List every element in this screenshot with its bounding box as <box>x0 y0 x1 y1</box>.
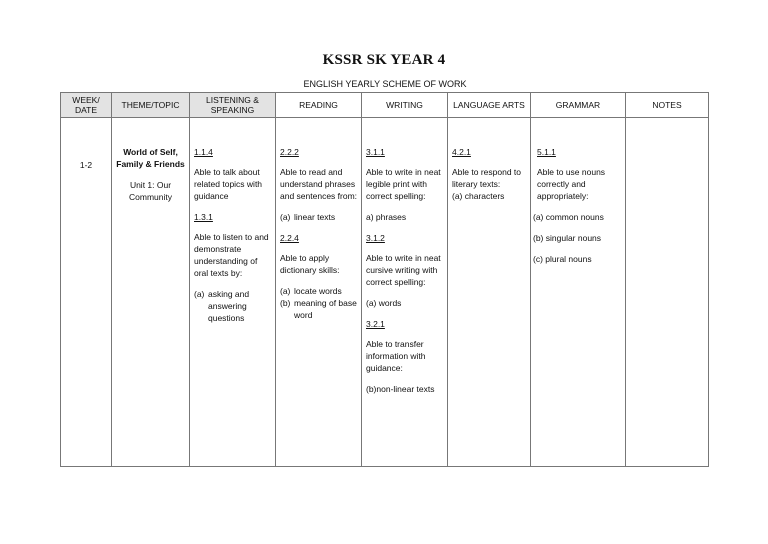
listening-cell <box>190 118 276 467</box>
listening-code-2: 1.3.1 <box>194 212 213 222</box>
reading-code-1: 2.2.2 <box>280 147 299 157</box>
theme-cell <box>112 118 190 467</box>
writing-code-1: 3.1.1 <box>366 147 385 157</box>
language-arts-cell <box>448 118 531 467</box>
list-marker: (a) <box>280 286 291 296</box>
language-arts-text-1: Able to respond to literary texts: <box>452 167 521 189</box>
reading-cell <box>276 118 362 467</box>
reading-text-2: Able to apply dictionary skills: <box>280 253 340 275</box>
writing-code-2: 3.1.2 <box>366 233 385 243</box>
notes-value <box>626 118 708 146</box>
list-marker: (a) <box>194 289 205 299</box>
week-value: 1-2 <box>79 160 93 170</box>
grammar-item-3: (c) plural nouns <box>533 254 592 264</box>
grammar-code-1: 5.1.1 <box>537 147 556 157</box>
scheme-table <box>60 92 709 467</box>
header-writing: WRITING <box>362 93 448 118</box>
list-item <box>280 297 357 321</box>
header-notes: NOTES <box>626 93 709 118</box>
listening-code-1: 1.1.4 <box>194 147 213 157</box>
theme-unit: Unit 1: Our Community <box>129 180 172 202</box>
list-text: linear texts <box>294 212 336 222</box>
list-item <box>280 211 357 223</box>
writing-item-3: (b)non-linear texts <box>366 384 435 394</box>
writing-code-3: 3.2.1 <box>366 319 385 329</box>
writing-text-2: Able to write in neat cursive writing with correct spelling: <box>366 253 441 287</box>
list-text: asking and answering questions <box>208 289 250 323</box>
reading-text-1: Able to read and understand phrases and sentences from: <box>280 167 358 201</box>
writing-text-3: Able to transfer information with guidance: <box>366 339 426 373</box>
list-marker: (b) <box>280 298 291 308</box>
header-reading: READING <box>276 93 362 118</box>
document-title: KSSR SK YEAR 4 <box>322 52 446 68</box>
header-language-arts: LANGUAGE ARTS <box>448 93 531 118</box>
week-cell <box>61 118 112 467</box>
listening-text-1: Able to talk about related topics with guidance <box>194 167 263 201</box>
listening-text-2: Able to listen to and demonstrate understanding of oral texts by: <box>194 232 269 278</box>
writing-text-1: Able to write in neat legible print with correct spelling: <box>366 167 441 201</box>
theme-title: World of Self, Family & Friends <box>116 147 185 169</box>
header-week: WEEK/ DATE <box>61 93 112 118</box>
list-text: locate words <box>294 286 342 296</box>
list-item <box>194 288 271 324</box>
header-listening: LISTENING & SPEAKING <box>190 93 276 118</box>
writing-item-2: (a) words <box>366 298 402 308</box>
grammar-cell <box>531 118 626 467</box>
notes-cell <box>626 118 709 467</box>
grammar-item-1: (a) common nouns <box>533 212 604 222</box>
language-arts-code-1: 4.2.1 <box>452 147 471 157</box>
language-arts-item-1: (a) characters <box>452 191 505 201</box>
reading-code-2: 2.2.4 <box>280 233 299 243</box>
document-subtitle: ENGLISH YEARLY SCHEME OF WORK <box>303 79 467 89</box>
grammar-text-1: Able to use nouns correctly and appropriately: <box>537 167 606 201</box>
writing-item-1: a) phrases <box>366 212 407 222</box>
list-marker: (a) <box>280 212 291 222</box>
list-item <box>280 285 357 297</box>
writing-cell <box>362 118 448 467</box>
table-row <box>61 118 709 467</box>
list-text: meaning of base word <box>294 298 357 320</box>
header-theme: THEME/TOPIC <box>112 93 190 118</box>
header-row <box>61 93 709 118</box>
header-grammar: GRAMMAR <box>531 93 626 118</box>
grammar-item-2: (b) singular nouns <box>533 233 602 243</box>
